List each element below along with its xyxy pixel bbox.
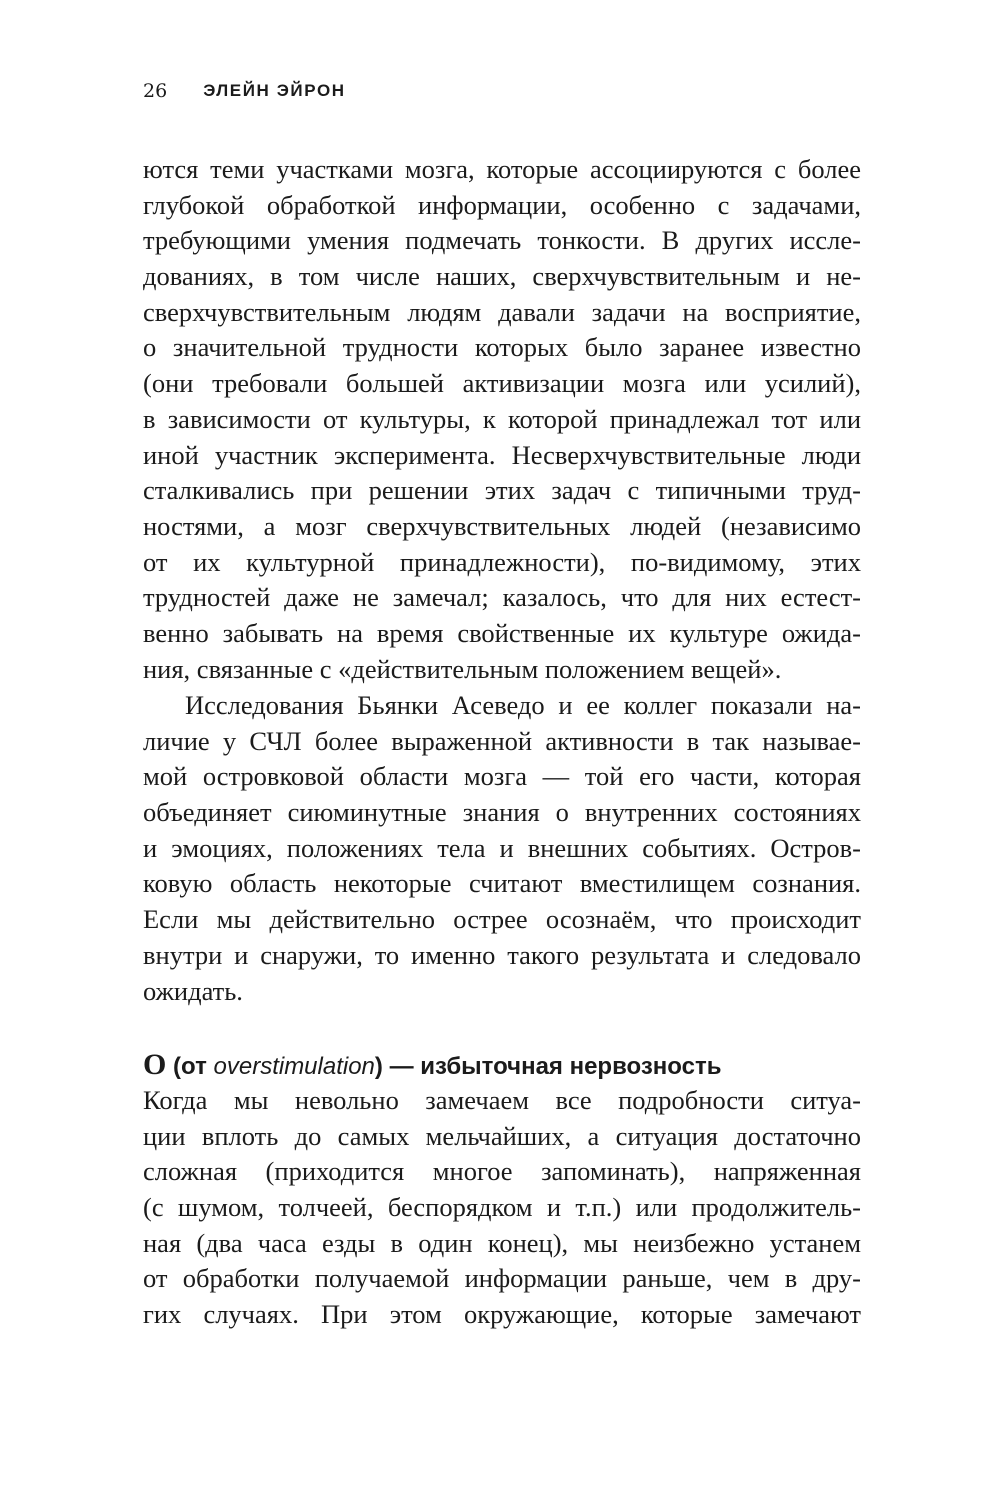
text-line: сложная (приходится многое запоминать), напряженная: [143, 1156, 861, 1187]
text-line: о значительной трудности которых было заранее известно: [143, 332, 861, 363]
running-title: ЭЛЕЙН ЭЙРОН: [203, 81, 346, 100]
text-line: от обработки получаемой информации раньше, чем в дру-: [143, 1263, 861, 1294]
text-line: ковую область некоторые считают вместилищем сознания.: [143, 868, 861, 899]
text-line: мой островковой области мозга — той его части, которая: [143, 761, 861, 792]
text-line: сверхчувствительным людям давали задачи на восприятие,: [143, 296, 861, 327]
paragraph-3: [143, 1083, 861, 1333]
text-line: ются теми участками мозга, которые ассоциируются с более: [143, 154, 861, 184]
text-line: Когда мы невольно замечаем все подробности ситуа-: [143, 1085, 861, 1115]
text-line: сталкивались при решении этих задач с типичными труд-: [143, 475, 861, 506]
text-line: в зависимости от культуры, к которой принадлежал тот или: [143, 403, 861, 434]
section-heading-open: (от: [166, 1053, 214, 1080]
text-line: ния, связанные с «действительным положением вещей».: [143, 653, 782, 684]
text-line: Исследования Бьянки Асеведо и ее коллег показали на-: [185, 690, 861, 720]
text-line: от их культурной принадлежности), по-видимому, этих: [143, 546, 861, 577]
text-line: трудностей даже не замечал; казалось, что для них естест-: [143, 582, 861, 613]
text-line: дованиях, в том числе наших, сверхчувствительным и не-: [143, 261, 861, 292]
text-line: ностями, а мозг сверхчувствительных людей (независимо: [143, 510, 861, 541]
section-heading: [143, 1047, 863, 1083]
text-line: венно забывать на время свойственные их культуре ожида-: [143, 617, 861, 648]
text-line: требующими умения подмечать тонкости. В других иссле-: [143, 225, 861, 256]
section-letter: О: [143, 1048, 167, 1081]
paragraph-1: [143, 152, 861, 687]
text-line: иной участник эксперимента. Несверхчувствительные люди: [143, 439, 861, 470]
text-line: объединяет сиюминутные знания о внутренних состояниях: [143, 797, 861, 828]
paragraph-2: [143, 688, 861, 1009]
text-line: ции вплоть до самых мельчайших, а ситуация достаточно: [143, 1120, 861, 1151]
text-line: ная (два часа езды в один конец), мы неизбежно устанем: [143, 1227, 861, 1258]
running-header: [143, 76, 346, 106]
text-line: личие у СЧЛ более выраженной активности в так называе-: [143, 725, 861, 756]
text-line: гих случаях. При этом окружающие, которые замечают: [143, 1299, 861, 1330]
text-line: (они требовали большей активизации мозга или усилий),: [143, 368, 861, 399]
section-english-term: overstimulation: [213, 1053, 375, 1080]
text-line: глубокой обработкой информации, особенно с задачами,: [143, 189, 861, 220]
section-heading-close: ) — избыточная нервозность: [374, 1053, 722, 1080]
text-line: ожидать.: [143, 975, 243, 1006]
text-line: и эмоциях, положениях тела и внешних событиях. Остров-: [143, 832, 861, 863]
page-number: 26: [143, 80, 168, 102]
text-line: внутри и снаружи, то именно такого результата и следовало: [143, 939, 861, 970]
text-line: (с шумом, толчеей, беспорядком и т.п.) или продолжитель-: [143, 1192, 861, 1223]
text-line: Если мы действительно острее осознаём, что происходит: [143, 904, 861, 935]
